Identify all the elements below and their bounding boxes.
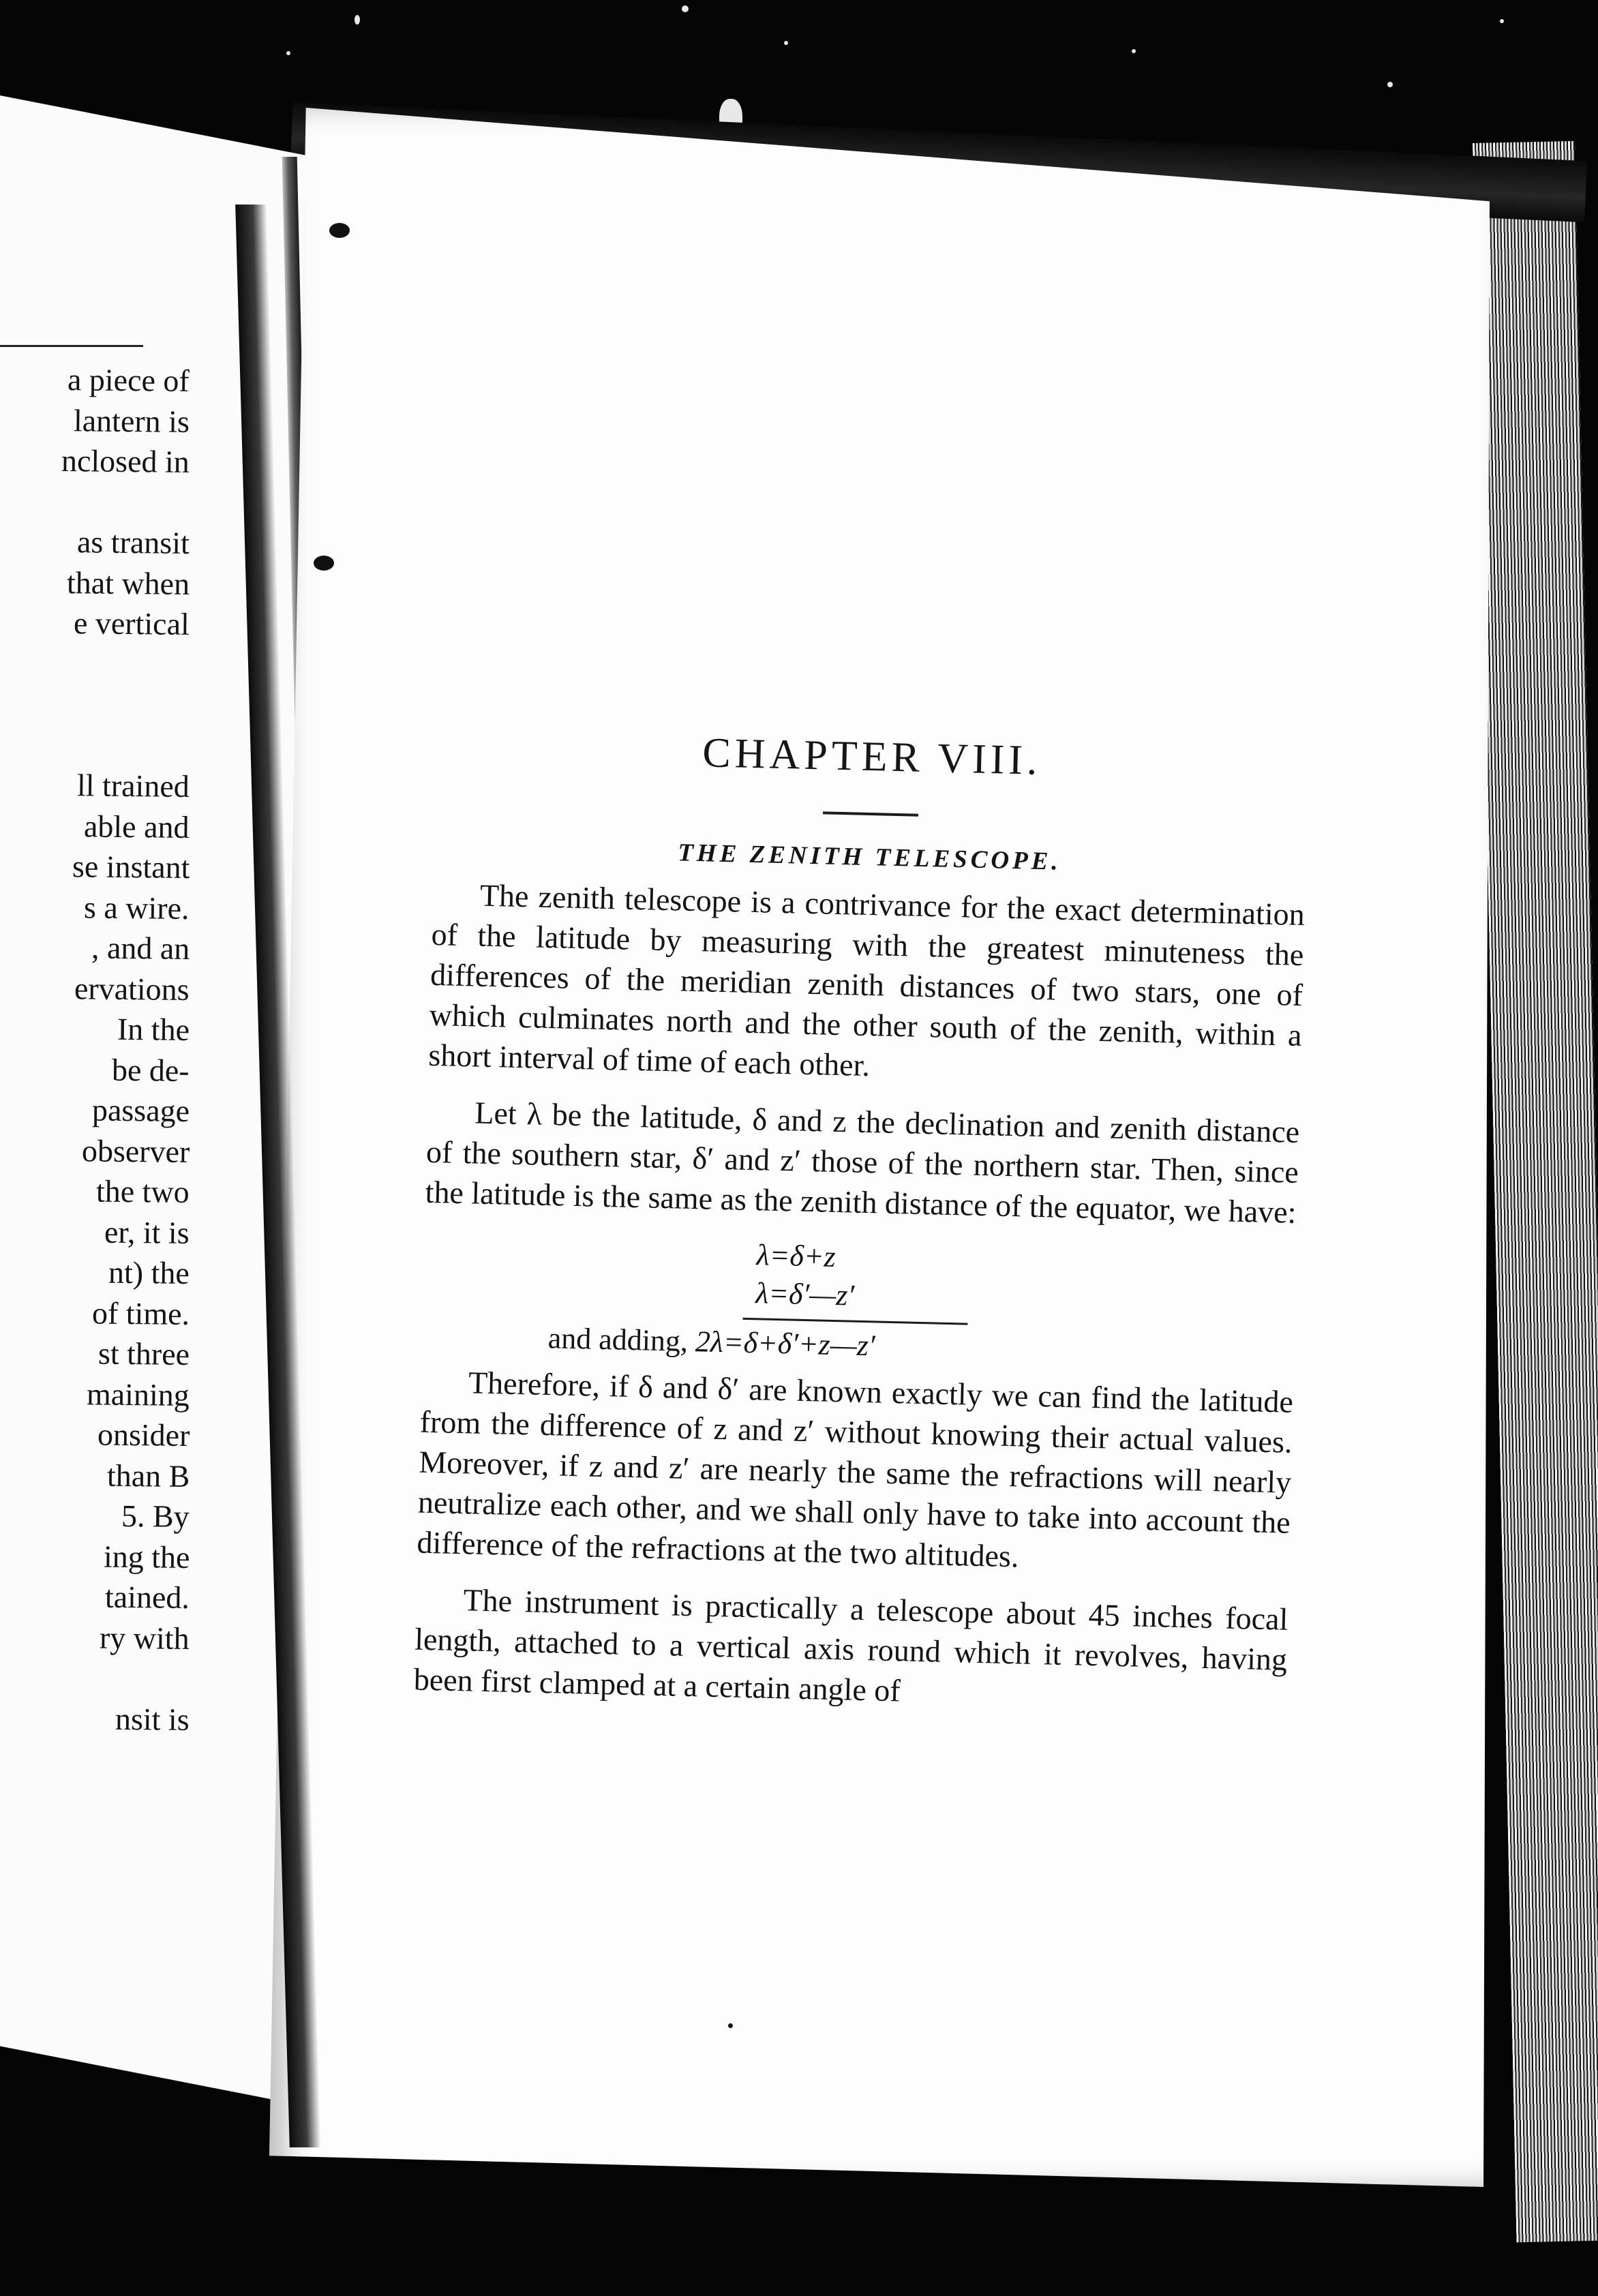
left-page-line: ll trained [76, 768, 190, 804]
left-page-rule [0, 345, 143, 347]
binding-mark [329, 223, 350, 238]
left-page-line: the two [96, 1173, 190, 1209]
left-page-line: tained. [104, 1579, 190, 1615]
left-page-line: , and an [91, 930, 190, 966]
left-page-line: ing the [103, 1539, 190, 1575]
chapter-title-rule [823, 811, 918, 816]
paragraph-definitions: Let λ be the latitude, δ and z the declination and zenith distance of the southern star, δ′ and z′ those of the northern star. Then, since the latitude is the same as the zenith distance of the equator, we have: [425, 1095, 1300, 1230]
paragraph-difference: Therefore, if δ and δ′ are known exactly we can find the latitude from the difference of z and z′ without knowing their actual values. Moreover, if z and z′ are nearly the same the refractions will nearly neutralize each other, and we shall only have to take into account the difference of the refractions at the two altitudes. [417, 1365, 1294, 1574]
binding-mark [314, 556, 334, 571]
scan-speck [1387, 82, 1393, 87]
left-page-line: st three [97, 1335, 190, 1372]
formula-sum: 2λ=δ+δ′+z—z′ [695, 1325, 876, 1363]
left-page-line: e vertical [73, 605, 190, 641]
left-page-line: nclosed in [61, 443, 190, 479]
left-page-line: er, it is [104, 1214, 190, 1250]
formula-southern-star: λ=δ+z [756, 1238, 836, 1274]
scan-speck [1500, 19, 1504, 23]
left-page-line: lantern is [73, 402, 190, 439]
scan-speck [682, 5, 689, 12]
left-page-line: ry with [100, 1620, 190, 1656]
left-page-line: passage [91, 1092, 190, 1128]
left-page-line: be de- [112, 1052, 190, 1088]
paragraph-instrument: The instrument is practically a telescope about 45 inches focal length, attached to a vertical axis round which it revolves, having been first clamped at a certain angle of [413, 1582, 1288, 1708]
left-page-line: as transit [76, 524, 190, 560]
formula-sum-prefix: and adding, [547, 1321, 689, 1358]
left-page-line: than B [106, 1457, 190, 1494]
left-page-line: of time. [91, 1295, 190, 1331]
formula-northern-star: λ=δ′—z′ [755, 1276, 855, 1312]
left-page-line: nsit is [115, 1701, 190, 1737]
left-page-line: able and [84, 808, 190, 845]
left-page-line: that when [66, 564, 190, 601]
left-page-line: observer [81, 1132, 190, 1169]
ink-dot [728, 2023, 733, 2028]
left-page-line: 5. By [121, 1498, 190, 1534]
scan-speck [355, 15, 360, 25]
chapter-title: CHAPTER VIII. [702, 729, 1042, 784]
formula-sum-rule [742, 1318, 967, 1325]
paragraph-intro: The zenith telescope is a contrivance for the exact determination of the latitude by measuring with the greatest minuteness the differences of the meridian zenith distances of two stars, one of which culminates north and the other south of the zenith, within a short interval of time of each other. [427, 877, 1306, 1083]
left-page-line: maining [86, 1376, 190, 1413]
page-edges [1473, 141, 1598, 2242]
scan-speck [784, 41, 788, 45]
scan-speck [286, 51, 290, 55]
left-page-line: se instant [72, 849, 190, 885]
left-page-line: a piece of [67, 362, 190, 398]
right-page-text [413, 723, 1309, 1736]
section-title: THE ZENITH TELESCOPE. [677, 839, 1062, 876]
scan-speck [1132, 49, 1136, 53]
left-page-line: s a wire. [84, 889, 190, 926]
left-page-line: ervations [74, 970, 190, 1007]
left-page-line: onsider [97, 1417, 190, 1453]
left-page-line: In the [117, 1011, 190, 1047]
left-page-line: nt) the [108, 1254, 190, 1290]
